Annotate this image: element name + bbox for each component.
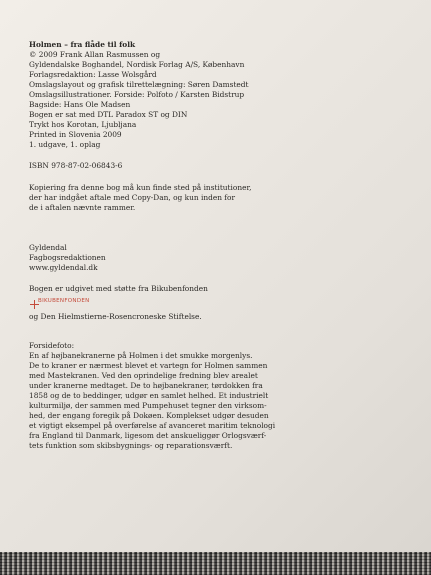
caption-line: hed, der engang foregik på Dokøen. Komplekset udgør desuden xyxy=(29,411,269,420)
publisher-name: Gyldendal xyxy=(29,243,67,252)
caption-line: De to kraner er nærmest blevet et vartegn for Holmen sammen xyxy=(29,361,268,370)
credit-line: 1. udgave, 1. oplag xyxy=(29,140,101,149)
caption-line: fra England til Danmark, ligesom det anskueliggør Orlogsværf- xyxy=(29,431,267,440)
caption-line: tets funktion som skibsbygnings- og reparationsværft. xyxy=(29,441,233,450)
caption-line: et vigtigt eksempel på overførelse af avanceret maritim teknologi xyxy=(29,421,276,430)
logo-text: BIKUBENFONDEN xyxy=(38,298,90,304)
credit-line: © 2009 Frank Allan Rasmussen og xyxy=(29,50,161,59)
credits-section xyxy=(29,40,419,150)
notice-line: de i aftalen nævnte rammer. xyxy=(29,203,136,212)
credit-line: Forlagsredaktion: Lasse Wolsgård xyxy=(29,70,157,79)
caption-line: med Mastekranen. Ved den oprindelige fredning blev arealet xyxy=(29,371,258,380)
caption-line: En af højbanekranerne på Holmen i det smukke morgenlys. xyxy=(29,351,253,360)
support-text: Bogen er udgivet med støtte fra Bikubenfonden xyxy=(29,284,208,293)
caption-line: 1858 og de to beddinger, udgør en samlet helhed. Et industrielt xyxy=(29,391,269,400)
fabric-background xyxy=(0,552,431,575)
credit-line: Omslagslayout og grafisk tilrettelægning: Søren Damstedt xyxy=(29,80,249,89)
publisher-url: www.gyldendal.dk xyxy=(29,263,98,272)
copyright-notice xyxy=(29,183,419,213)
credit-line: Trykt hos Korotan, Ljubljana xyxy=(29,120,137,129)
notice-line: der har indgået aftale med Copy-Dan, og kun inden for xyxy=(29,193,236,202)
isbn-section xyxy=(29,161,419,171)
credit-line: Printed in Slovenia 2009 xyxy=(29,130,122,139)
second-foundation: og Den Hielmstierne-Rosencroneske Stiftelse. xyxy=(29,312,202,321)
credit-line: Omslagsillustrationer. Forside: Polfoto / Karsten Bidstrup xyxy=(29,90,245,99)
support-section xyxy=(29,284,419,322)
publisher-department: Fagbogsredaktionen xyxy=(29,253,106,262)
credit-line: Gyldendalske Boghandel, Nordisk Forlag A/S, København xyxy=(29,60,245,69)
front-photo-caption xyxy=(29,341,419,451)
colophon-text xyxy=(29,40,419,451)
bikubenfonden-logo xyxy=(30,298,419,312)
notice-line: Kopiering fra denne bog må kun finde sted på institutioner, xyxy=(29,183,252,192)
book-title: Holmen – fra flåde til folk xyxy=(29,40,136,49)
caption-line: kulturmiljø, der sammen med Pumpehuset tegner den virksom- xyxy=(29,401,267,410)
isbn: ISBN 978-87-02-06843-6 xyxy=(29,161,123,170)
caption-line: under kranerne medtaget. De to højbanekraner, tørdokken fra xyxy=(29,381,263,390)
caption-heading: Forsidefoto: xyxy=(29,341,75,350)
publisher-section xyxy=(29,243,419,273)
credit-line: Bagside: Hans Ole Madsen xyxy=(29,100,131,109)
credit-line: Bogen er sat med DTL Paradox ST og DIN xyxy=(29,110,188,119)
